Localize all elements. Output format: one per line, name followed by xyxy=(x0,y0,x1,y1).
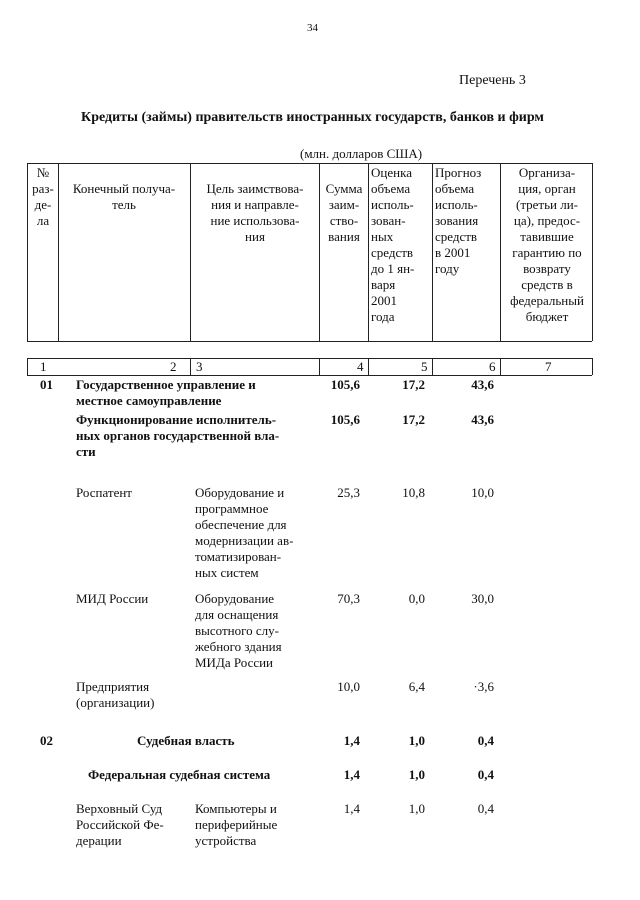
row-purpose: Компьютеры и периферийные устройства xyxy=(195,801,278,848)
row-forecast: 30,0 xyxy=(471,591,494,606)
row-recipient: Предприятия (организации) xyxy=(76,679,155,710)
section-name-01: Государственное управление и местное самоуправление xyxy=(76,377,256,408)
row-sum: 70,3 xyxy=(337,591,360,606)
list-label: Перечень 3 xyxy=(459,73,526,88)
header-col-purpose: Цель заимствова- ния и направле- ние использова- ния xyxy=(206,181,304,244)
section-01-estimate: 17,2 xyxy=(402,377,425,392)
row-recipient: МИД России xyxy=(76,591,149,606)
column-number-4: 4 xyxy=(357,359,364,374)
unit-note: (млн. долларов США) xyxy=(300,146,423,161)
section-code-01: 01 xyxy=(40,377,53,392)
header-col-recipient: Конечный получа- тель xyxy=(72,181,176,212)
subsection-name-02: Федеральная судебная система xyxy=(88,767,271,782)
subsection-01-forecast: 43,6 xyxy=(471,412,494,427)
section-02-estimate: 1,0 xyxy=(408,733,425,748)
row-forecast: ·3,6 xyxy=(473,679,494,694)
row-sum: 25,3 xyxy=(337,485,360,500)
section-02-sum: 1,4 xyxy=(343,733,360,748)
header-col-sum: Сумма заим- ство- вания xyxy=(325,181,363,244)
row-forecast: 10,0 xyxy=(471,485,494,500)
column-number-6: 6 xyxy=(489,359,496,374)
subsection-01-estimate: 17,2 xyxy=(402,412,425,427)
row-sum: 10,0 xyxy=(337,679,360,694)
page-number: 34 xyxy=(307,22,318,34)
row-estimate: 6,4 xyxy=(408,679,425,694)
column-number-1: 1 xyxy=(40,359,47,374)
row-forecast: 0,4 xyxy=(477,801,494,816)
row-sum: 1,4 xyxy=(343,801,360,816)
section-code-02: 02 xyxy=(40,733,53,748)
row-purpose: Оборудование для оснащения высотного слу- жебного здания МИДа России xyxy=(195,591,282,670)
section-01-forecast: 43,6 xyxy=(471,377,494,392)
subsection-01-sum: 105,6 xyxy=(330,412,360,427)
row-recipient: Верховный Суд Российской Фе- дерации xyxy=(76,801,164,848)
column-number-2: 2 xyxy=(170,359,177,374)
section-01-sum: 105,6 xyxy=(330,377,360,392)
header-col-estimate: Оценка объема исполь- зован- ных средств до 1 ян- варя 2001 года xyxy=(371,165,415,324)
row-recipient: Роспатент xyxy=(76,485,132,500)
subsection-02-sum: 1,4 xyxy=(343,767,360,782)
header-col-forecast: Прогноз объема исполь- зования средств в 2001 году xyxy=(435,165,482,276)
column-number-7: 7 xyxy=(545,359,552,374)
header-col-guarantor: Организа- ция, орган (третьи ли- ца), предос- тавившие гарантию по возврату средств в федеральный бюджет xyxy=(510,165,584,324)
section-02-forecast: 0,4 xyxy=(477,733,494,748)
subsection-02-forecast: 0,4 xyxy=(477,767,494,782)
row-estimate: 10,8 xyxy=(402,485,425,500)
column-number-3: 3 xyxy=(196,359,203,374)
column-number-5: 5 xyxy=(421,359,428,374)
subsection-02-estimate: 1,0 xyxy=(408,767,425,782)
row-purpose: Оборудование и программное обеспечение для модернизации ав- томатизирован- ных систем xyxy=(195,485,294,580)
row-estimate: 1,0 xyxy=(408,801,425,816)
row-estimate: 0,0 xyxy=(408,591,425,606)
section-name-02: Судебная власть xyxy=(137,733,235,748)
document-title: Кредиты (займы) правительств иностранных государств, банков и фирм xyxy=(81,110,544,125)
header-col-number: № раз- де- ла xyxy=(32,165,54,228)
subsection-name-01: Функционирование исполнитель- ных органов государственной вла- сти xyxy=(76,412,280,459)
